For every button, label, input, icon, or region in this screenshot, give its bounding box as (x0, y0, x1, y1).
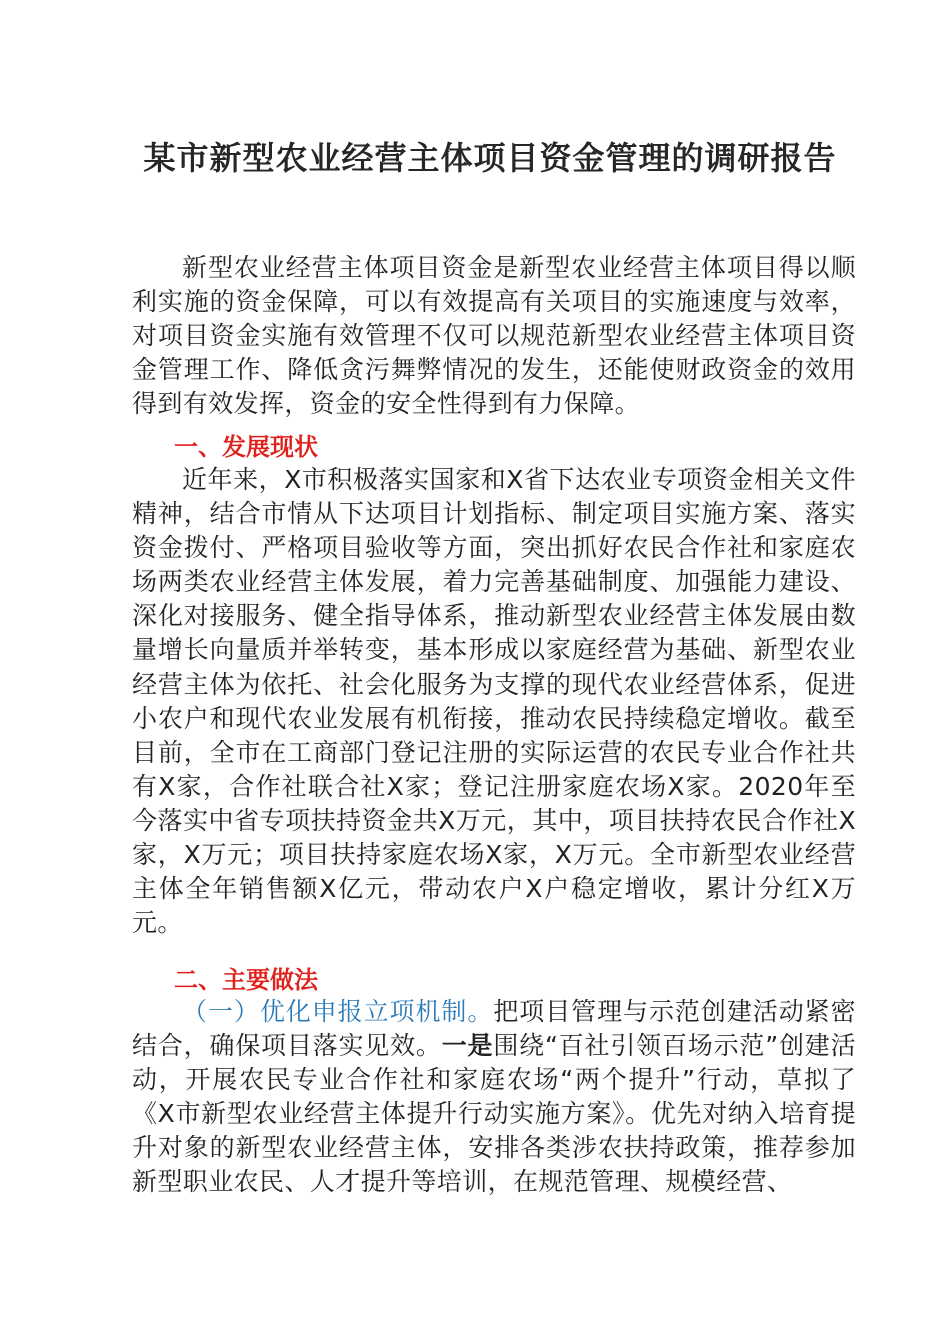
practice-1-paragraph (132, 995, 856, 1200)
document-title: 某市新型农业经营主体项目资金管理的调研报告 (143, 139, 837, 177)
practice-1-lead: 把项目管理与示范创建活动紧密结合，确保项目落实见效。 (132, 997, 856, 1061)
section-heading-status: 一、发展现状 (174, 433, 318, 461)
intro-paragraph: 新型农业经营主体项目资金是新型农业经营主体项目得以顺利实施的资金保障，可以有效提高有关项目的实施速度与效率，对项目资金实施有效管理不仅可以规范新型农业经营主体项目资金管理工作、降低贪污舞弊情况的发生，还能使财政资金的效用得到有效发挥，资金的安全性得到有力保障。 (132, 253, 856, 419)
section-status-paragraph: 近年来，X市积极落实国家和X省下达农业专项资金相关文件精神，结合市情从下达项目计划指标、制定项目实施方案、落实资金拨付、严格项目验收等方面，突出抓好农民合作社和家庭农场两类农业经营主体发展，着力完善基础制度、加强能力建设、深化对接服务、健全指导体系，推动新型农业经营主体发展由数量增长向量质并举转变，基本形成以家庭经营为基础、新型农业经营主体为依托、社会化服务为支撑的现代农业经营体系，促进小农户和现代农业发展有机衔接，推动农民持续稳定增收。截至目前，全市在工商部门登记注册的实际运营的农民专业合作社共有X家，合作社联合社X家；登记注册家庭农场X家。2020年至今落实中省专项扶持资金共X万元，其中，项目扶持农民合作社X家，X万元；项目扶持家庭农场X家，X万元。全市新型农业经营主体全年销售额X亿元，带动农户X户稳定增收，累计分红X万元。 (132, 465, 856, 938)
section-heading-practices: 二、主要做法 (174, 966, 318, 994)
practice-1-marker: 一是 (441, 1031, 494, 1061)
practice-1-body: 围绕“百社引领百场示范”创建活动，开展农民专业合作社和家庭农场“两个提升”行动，草拟了《X市新型农业经营主体提升行动实施方案》。优先对纳入培育提升对象的新型农业经营主体，安排各类涉农扶持政策，推荐参加新型职业农民、人才提升等培训，在规范管理、规模经营、 (132, 1031, 856, 1197)
practice-1-heading: （一）优化申报立项机制。 (182, 997, 494, 1026)
